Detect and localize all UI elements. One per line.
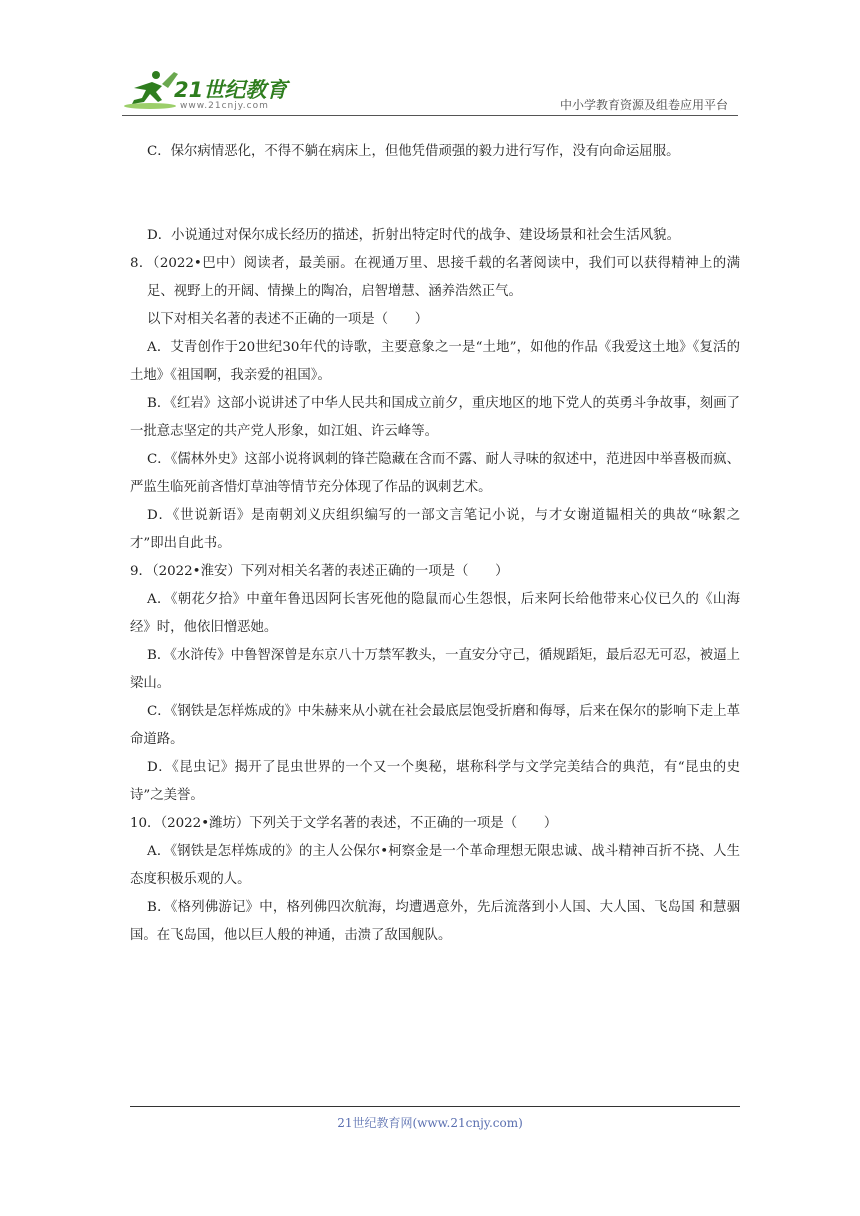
text-line: B．《水浒传》中鲁智深曾是东京八十万禁军教头，一直安分守己，循规蹈矩，最后忍无可忍，被逼上梁山。 <box>130 648 740 691</box>
text-line: D．小说通过对保尔成长经历的描述，折射出特定时代的战争、建设场景和社会生活风貌。 <box>147 228 680 243</box>
text-line: A．《钢铁是怎样炼成的》的主人公保尔•柯察金是一个革命理想无限忠诚、战斗精神百折不挠、人生态度积极乐观的人。 <box>130 844 740 887</box>
text-line: C．《钢铁是怎样炼成的》中朱赫来从小就在社会最底层饱受折磨和侮辱，后来在保尔的影响下走上革命道路。 <box>130 704 740 747</box>
page-header <box>122 60 738 116</box>
logo <box>122 68 297 112</box>
text-line: 以下对相关名著的表述不正确的一项是（ ） <box>147 312 429 327</box>
text-line: D．《昆虫记》揭开了昆虫世界的一个又一个奥秘，堪称科学与文学完美结合的典范，有“昆虫的史诗”之美誉。 <box>130 760 740 803</box>
header-divider <box>122 115 738 116</box>
logo-text: 21世纪教育 <box>174 78 288 102</box>
text-line: 10．（2022•潍坊）下列关于文学名著的表述，不正确的一项是（ ） <box>130 816 558 831</box>
text-line: D．《世说新语》是南朝刘义庆组织编写的一部文言笔记小说，与才女谢道韫相关的典故“咏絮之才”即出自此书。 <box>130 508 740 551</box>
text-line: C．保尔病情恶化，不得不躺在病床上，但他凭借顽强的毅力进行写作，没有向命运屈服。 <box>147 144 680 159</box>
text-line: 9．（2022•淮安）下列对相关名著的表述正确的一项是（ ） <box>130 564 509 579</box>
footer-divider <box>130 1106 740 1107</box>
runner-logo-icon <box>122 68 182 112</box>
text-line: B．《格列佛游记》中，格列佛四次航海，均遭遇意外，先后流落到小人国、大人国、飞岛国 和慧骃国。在飞岛国，他以巨人般的神通，击溃了敌国舰队。 <box>130 900 740 943</box>
spacer <box>130 182 740 206</box>
text-line: A．艾青创作于20世纪30年代的诗歌，主要意象之一是“土地”，如他的作品《我爱这土地》《复活的土地》《祖国啊，我亲爱的祖国》。 <box>130 340 740 383</box>
text-line: B．《红岩》这部小说讲述了中华人民共和国成立前夕，重庆地区的地下党人的英勇斗争故事，刻画了一批意志坚定的共产党人形象，如江姐、许云峰等。 <box>130 396 740 439</box>
text-line: A．《朝花夕拾》中童年鲁迅因阿长害死他的隐鼠而心生怨恨，后来阿长给他带来心仪已久的《山海经》时，他依旧憎恶她。 <box>130 592 740 635</box>
document-body <box>130 138 740 950</box>
logo-subtext: www.21cnjy.com <box>180 101 269 111</box>
footer-text: 21世纪教育网(www.21cnjy.com) <box>337 1116 523 1130</box>
platform-name: 中小学教育资源及组卷应用平台 <box>559 98 728 112</box>
text-line: C．《儒林外史》这部小说将讽刺的锋芒隐藏在含而不露、耐人寻味的叙述中，范进因中举喜极而疯、严监生临死前吝惜灯草油等情节充分体现了作品的讽刺艺术。 <box>130 452 740 495</box>
text-line: 8．（2022•巴中）阅读者，最美丽。在视通万里、思接千载的名著阅读中，我们可以获得精神上的满足、视野上的开阔、情操上的陶冶，启智增慧、涵养浩然正气。 <box>130 256 740 299</box>
